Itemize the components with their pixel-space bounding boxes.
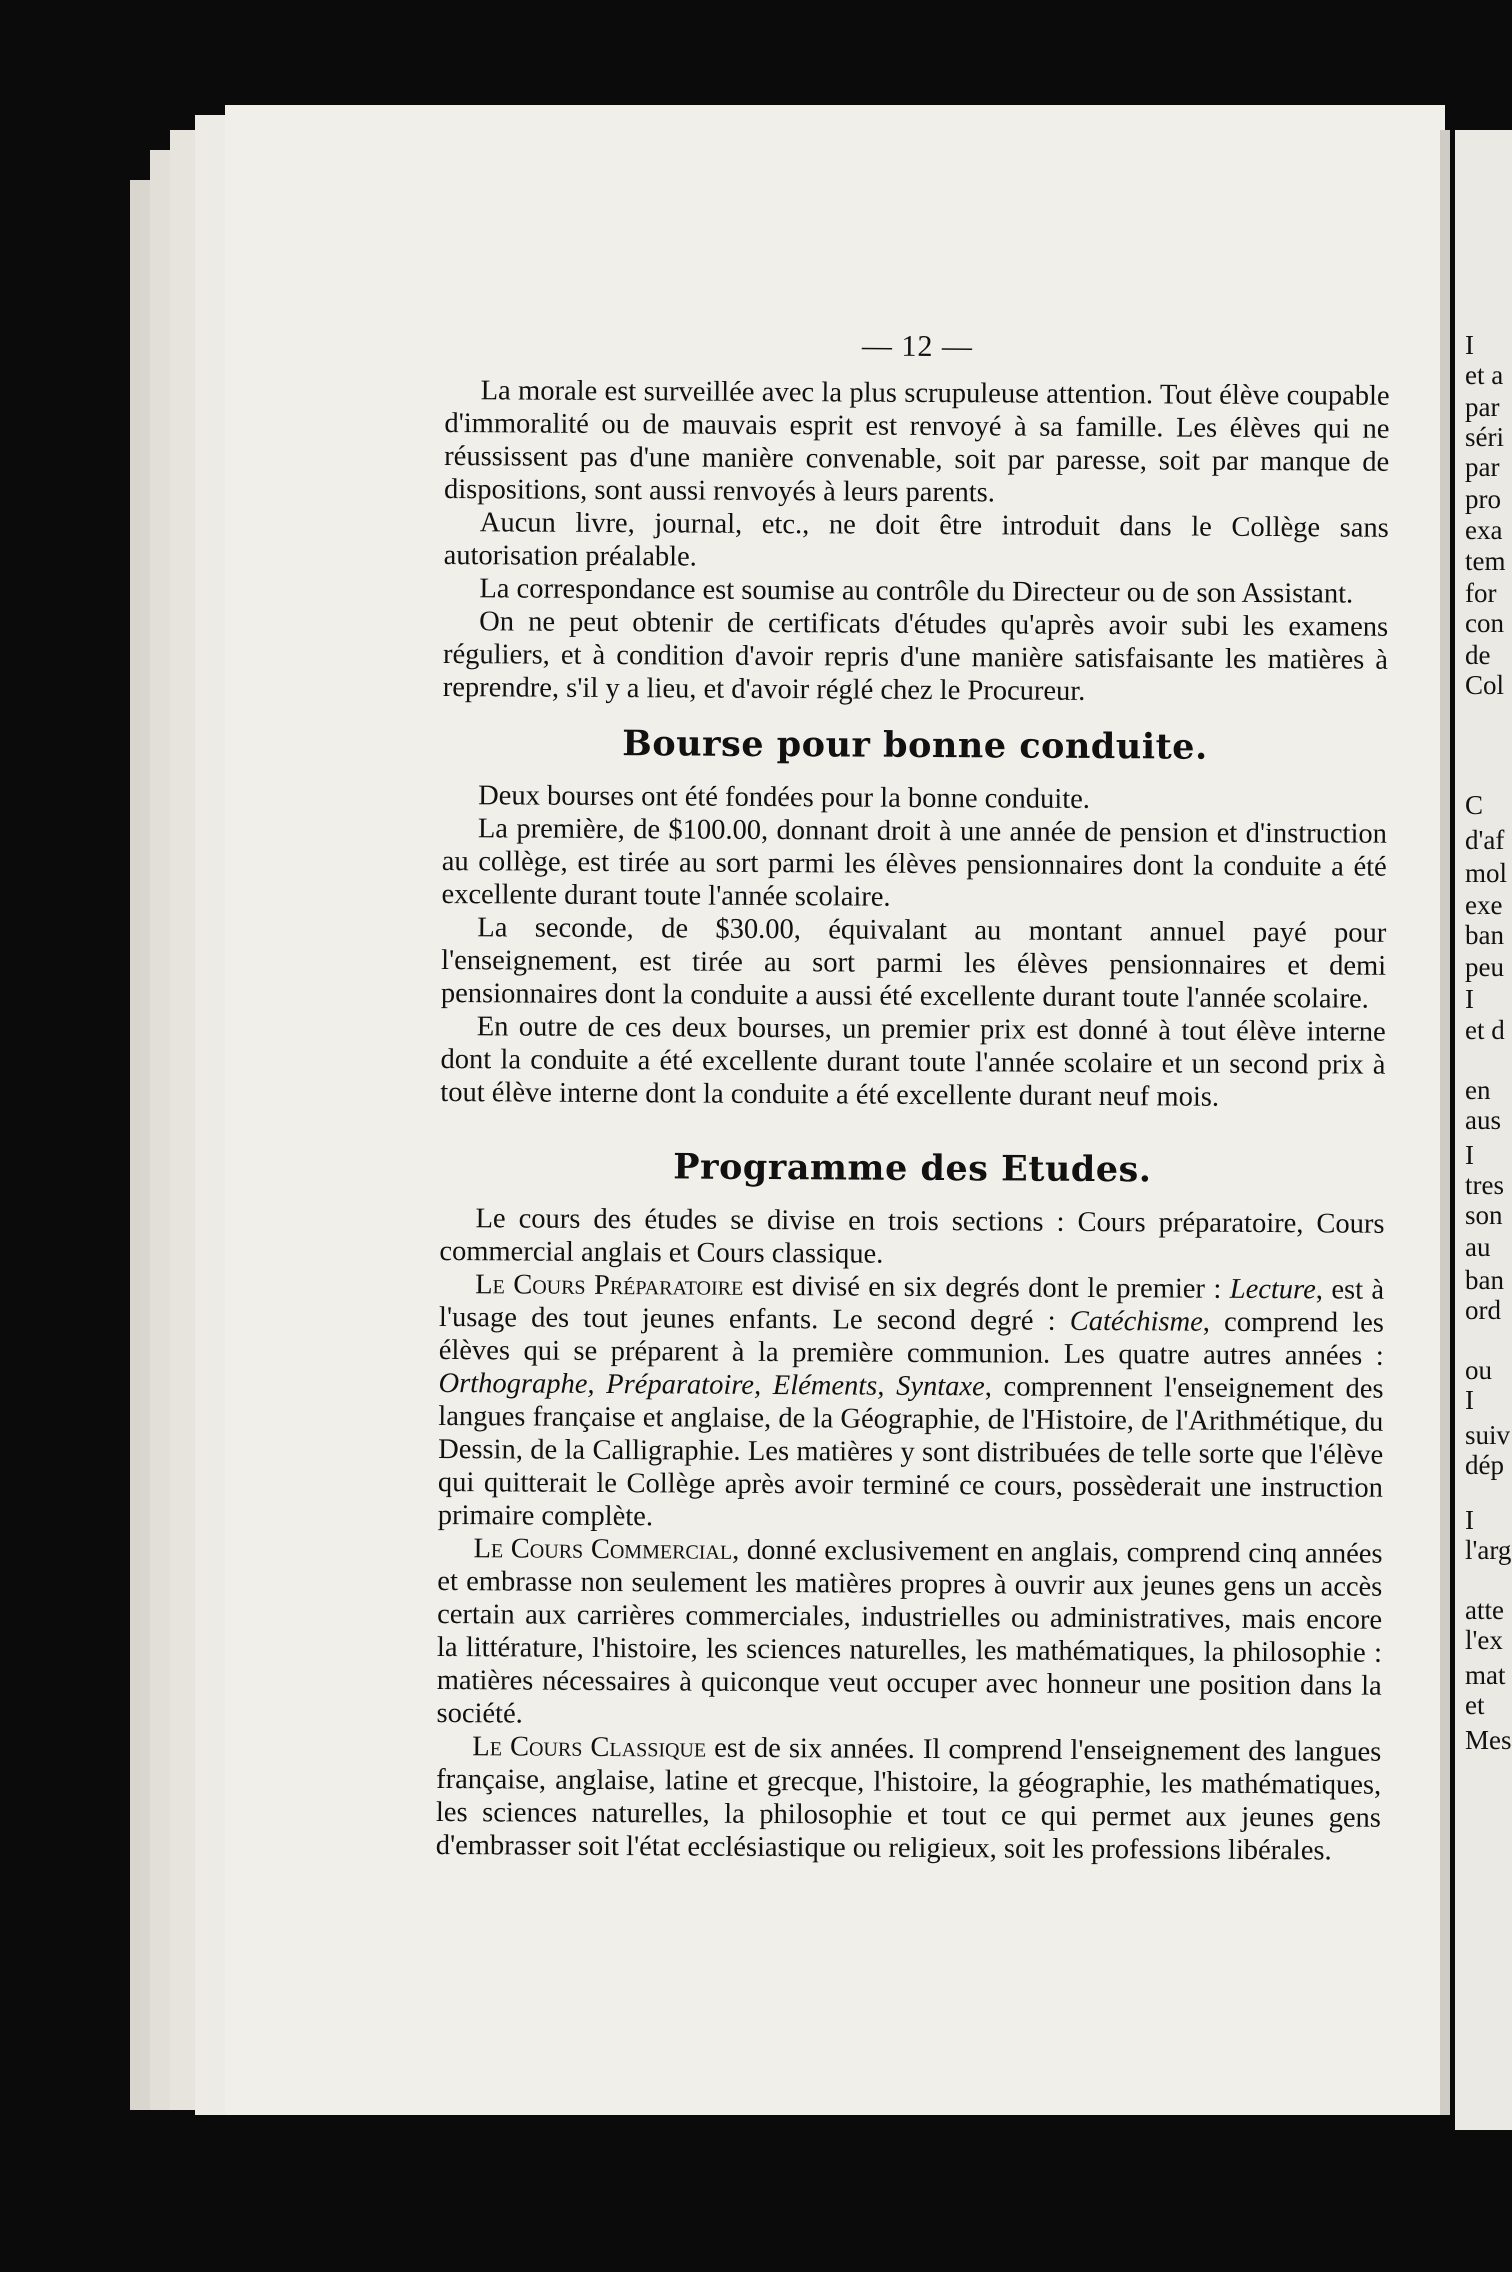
adjacent-page-fragment: son bbox=[1465, 1200, 1503, 1230]
adjacent-page-fragment: exe bbox=[1465, 890, 1503, 920]
adjacent-page-fragment: ou bbox=[1465, 1355, 1492, 1385]
adjacent-page-fragment: de bbox=[1465, 640, 1491, 670]
text-run: , donné exclusivement en anglais, comprend cinq années et embrasse non seulement les matières propres à ouvrir aux jeunes gens un accès certain aux carrières commerciales, industrielles ou administratives, mais encore la littérature, l'histoire, les sciences naturelles, les mathématiques, la philosophie : matières nécessaires à quiconque veut occuper avec honneur une position dans la société. bbox=[436, 1534, 1383, 1730]
adjacent-page-fragment: ord bbox=[1465, 1295, 1501, 1325]
paragraph: La morale est surveillée avec la plus scrupuleuse attention. Tout élève coupable d'immoralité ou de mauvais esprit est renvoyé à sa famille. Les élèves qui ne réussissent pas d'une manière convenable, soit par paresse, soit par manque de dispositions, sont aussi renvoyés à leurs parents. bbox=[443, 375, 1390, 509]
text-run: est divisé en six degrés dont le premier : bbox=[743, 1270, 1230, 1305]
adjacent-page-fragment: l'ex bbox=[1465, 1625, 1503, 1655]
paragraph: La première, de $100.00, donnant droit à une année de pension et d'instruction au collège, est tirée au sort parmi les élèves pensionnaires dont la conduite a été excellente durant toute l'année scolaire. bbox=[441, 813, 1388, 913]
adjacent-page-fragment: dép bbox=[1465, 1450, 1504, 1480]
text-run: , comprend les élèves qui se préparent à la première communion. Les quatre autres années : bbox=[438, 1306, 1385, 1372]
adjacent-page-fragment: et a bbox=[1465, 360, 1504, 390]
adjacent-page-fragment: peu bbox=[1465, 952, 1504, 982]
adjacent-page-fragment: en bbox=[1465, 1075, 1491, 1105]
adjacent-page-fragment: séri bbox=[1465, 422, 1504, 452]
adjacent-page-fragment: I bbox=[1465, 984, 1474, 1014]
adjacent-page-fragment: C bbox=[1465, 790, 1484, 820]
adjacent-page-fragment: suiv bbox=[1465, 1420, 1511, 1450]
adjacent-page-fragment: con bbox=[1465, 608, 1504, 638]
adjacent-page-fragment: par bbox=[1465, 392, 1500, 422]
adjacent-page-fragment: Mes bbox=[1465, 1725, 1512, 1755]
adjacent-page-fragment: I bbox=[1465, 1505, 1474, 1535]
course-label: Le Cours Classique bbox=[472, 1731, 707, 1764]
adjacent-page-fragment: tres bbox=[1465, 1170, 1504, 1200]
text-run: , est à l'usage des tout jeunes enfants. Le second degré : bbox=[438, 1274, 1385, 1337]
course-label: Le Cours Préparatoire bbox=[475, 1269, 744, 1302]
paragraph: On ne peut obtenir de certificats d'études qu'après avoir subi les examens réguliers, et à condition d'avoir repris d'une manière satisfaisante les matières à reprendre, s'il y a lieu, et d'avoir réglé chez le Procureur. bbox=[442, 606, 1389, 707]
adjacent-page-fragment: for bbox=[1465, 578, 1497, 608]
paragraph-cours-classique bbox=[436, 1730, 1382, 1868]
adjacent-page-fragment: ban bbox=[1465, 1265, 1504, 1295]
paragraph: Le cours des études se divise en trois sections : Cours préparatoire, Cours commercial anglais et Cours classique. bbox=[439, 1203, 1385, 1270]
page-fold bbox=[1440, 130, 1450, 2115]
paragraph: Aucun livre, journal, etc., ne doit être introduit dans le Collège sans autorisation préalable. bbox=[443, 507, 1389, 573]
adjacent-page-fragment: ban bbox=[1465, 920, 1504, 950]
paragraph-cours-commercial bbox=[436, 1532, 1382, 1736]
page-content bbox=[436, 330, 1390, 1868]
adjacent-page-fragment: et bbox=[1465, 1690, 1485, 1720]
course-label: Le Cours Commercial bbox=[473, 1533, 733, 1566]
section-heading-bourse: Bourse pour bonne conduite. bbox=[622, 723, 1208, 768]
paragraph: Deux bourses ont été fondées pour la bonne conduite. bbox=[478, 780, 1091, 815]
adjacent-page-fragment: exa bbox=[1465, 515, 1503, 545]
italic-run: Orthographe, Préparatoire, Eléments, Syntaxe bbox=[438, 1367, 985, 1403]
paragraph-cours-preparatoire bbox=[438, 1268, 1385, 1538]
paragraph: La correspondance est soumise au contrôle du Directeur ou de son Assistant. bbox=[479, 573, 1354, 610]
adjacent-page-fragment: I bbox=[1465, 1140, 1474, 1170]
page-number: — 12 — bbox=[861, 329, 974, 364]
adjacent-page-fragment: Col bbox=[1465, 670, 1505, 700]
adjacent-page-fragment: I bbox=[1465, 1385, 1474, 1415]
adjacent-page-fragment: au bbox=[1465, 1232, 1491, 1262]
italic-run: Catéchisme bbox=[1069, 1305, 1203, 1338]
text-run: est de six années. Il comprend l'enseignement des langues française, anglaise, latine et grecque, l'histoire, la géographie, les mathématiques, les sciences naturelles, la philosophie et tout ce qui permet aux jeunes gens d'embrasser soit l'état ecclésiastique ou religieux, soit les professions libérales. bbox=[435, 1732, 1382, 1867]
adjacent-page-fragment: tem bbox=[1465, 546, 1506, 576]
adjacent-page-fragment: I bbox=[1465, 330, 1474, 360]
adjacent-page-fragment: et d bbox=[1465, 1015, 1505, 1045]
adjacent-page-strip bbox=[1455, 130, 1512, 2130]
paragraph: En outre de ces deux bourses, un premier prix est donné à tout élève interne dont la conduite a été excellente durant toute l'année scolaire et un second prix à tout élève interne dont la conduite a été excellente durant neuf mois. bbox=[440, 1011, 1386, 1113]
adjacent-page-fragment: d'af bbox=[1465, 825, 1505, 855]
adjacent-page-fragment: par bbox=[1465, 452, 1500, 482]
section-heading-programme: Programme des Etudes. bbox=[673, 1146, 1152, 1191]
adjacent-page-fragment: pro bbox=[1465, 484, 1501, 514]
paragraph: La seconde, de $30.00, équivalant au montant annuel payé pour l'enseignement, est tirée au sort parmi les élèves pensionnaires et demi pensionnaires dont la conduite a aussi été excellente durant toute l'année scolaire. bbox=[440, 912, 1387, 1015]
adjacent-page-fragment: aus bbox=[1465, 1105, 1501, 1135]
adjacent-page-fragment: l'arg bbox=[1465, 1535, 1512, 1565]
adjacent-page-fragment: mat bbox=[1465, 1660, 1506, 1690]
text-run: , comprennent l'enseignement des langues française et anglaise, de la Géographie, de l'Histoire, de l'Arithmétique, du Dessin, de la Calligraphie. Les matières y sont distribuées de telle sorte que l'élève qui quitterait le Collège après avoir terminé ce cours, possèderait une instruction primaire complète. bbox=[437, 1371, 1384, 1533]
adjacent-page-fragment: mol bbox=[1465, 858, 1508, 888]
italic-run: Lecture bbox=[1229, 1273, 1316, 1306]
adjacent-page-fragment: atte bbox=[1465, 1595, 1504, 1625]
